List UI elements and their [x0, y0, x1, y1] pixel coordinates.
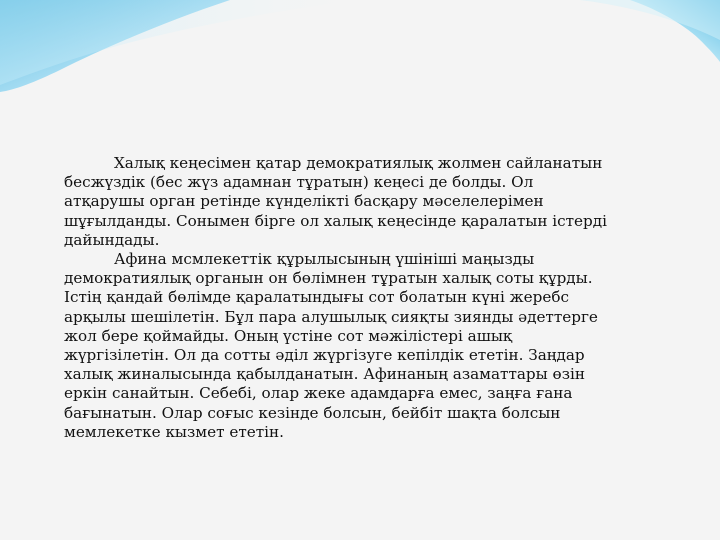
paragraph-1: Халық кеңесімен қатар демократиялық жолмен сайланатын бесжүздік (бес жүз адамнан тұратын) кеңесі де болды. Ол атқарушы орган ретінде күнделікті басқару мәселелерімен шұғылданды. Сонымен бірге ол халық кеңесінде қаралатын істерді дайындады. — [64, 154, 607, 249]
decorative-wave-art — [0, 0, 720, 140]
paragraph-2: Афина мсмлекеттік құрылысының үшініші маңызды демократиялық органын он бөлімнен тұратын халық соты құрды. Істің қандай бөлімде қаралатындығы сот болатын күні жеребс арқылы шешілетін. Бұл пара алушылық сияқты зиянды әдеттерге жол бере қоймайды. Оның үстіне сот мәжілістері ашық жүргізілетін. Ол да сотты әділ жүргізуге кепілдік ететін. Заңдар халық жиналысында қабылданатын. Афинаның азаматтары өзін еркін санайтын. Себебі, олар жеке адамдарға емес, заңға ғана бағынатын. Олар соғыс кезінде болсын, бейбіт шақта болсын мемлекетке кызмет ететін. — [64, 250, 598, 441]
body-text — [64, 154, 674, 442]
